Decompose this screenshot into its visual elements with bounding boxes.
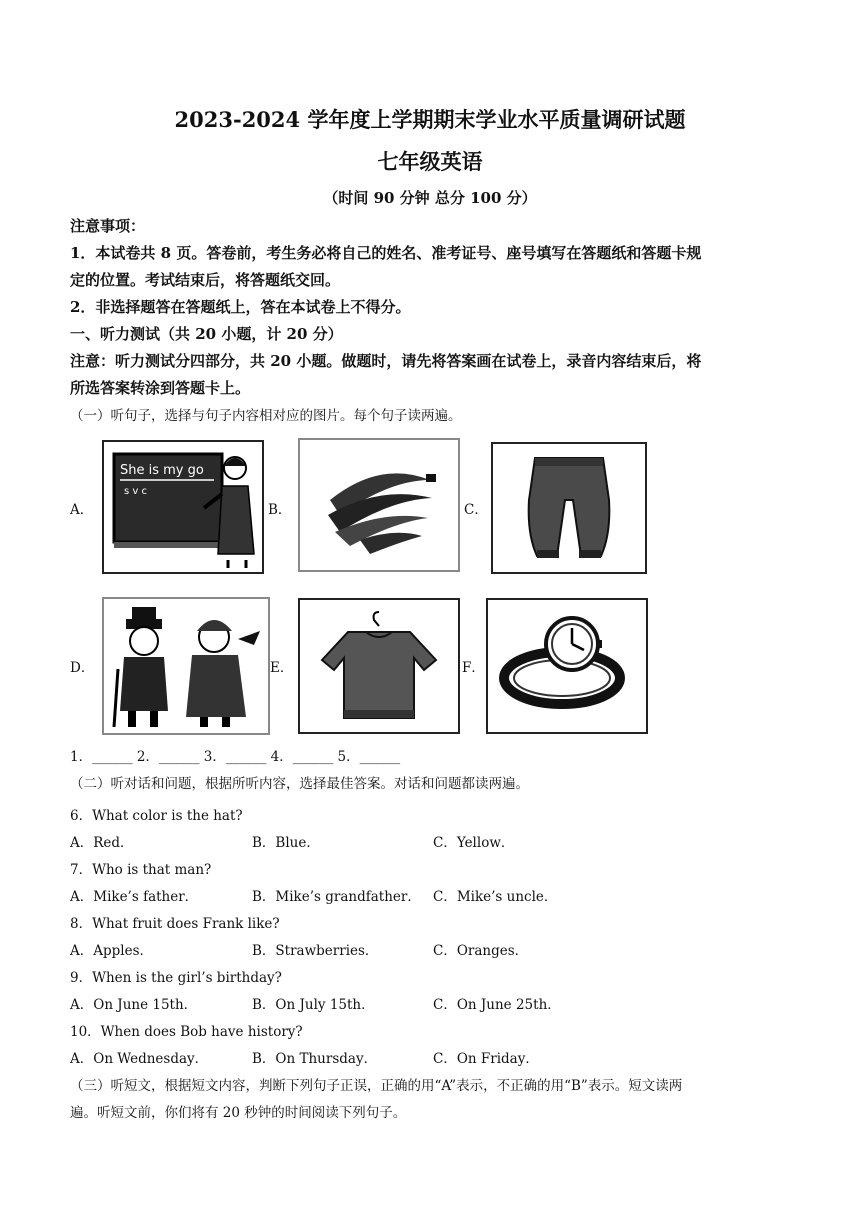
question-7: 7．Who is that man?: [70, 862, 212, 878]
picture-f-label: F．: [462, 660, 485, 676]
question-9-option-b: B．On July 15th．: [252, 997, 375, 1013]
picture-e-sweater: [298, 598, 460, 734]
question-9: 9．When is the girl’s birthday?: [70, 970, 282, 986]
watch-icon: [488, 600, 646, 732]
notice-item-2: 2．非选择题答在答题纸上，答在本试卷上不得分。: [70, 298, 411, 316]
pants-icon: [493, 444, 645, 572]
question-6-option-b: B．Blue．: [252, 835, 320, 851]
picture-e-label: E．: [270, 660, 294, 676]
question-8-option-c: C．Oranges．: [433, 943, 529, 959]
part-2-instruction: （二）听对话和问题，根据所听内容，选择最佳答案。对话和问题都读两遍。: [70, 776, 529, 792]
question-10-option-b: B．On Thursday．: [252, 1051, 378, 1067]
question-7-option-c: C．Mike’s uncle．: [433, 889, 558, 905]
question-6-option-a: A．Red．: [70, 835, 134, 851]
exam-subtitle: 七年级英语: [377, 149, 483, 174]
question-10: 10．When does Bob have history?: [70, 1024, 303, 1040]
section-1-note-line-1: 注意：听力测试分四部分，共 20 小题。做题时，请先将答案画在试卷上，录音内容结束后，将: [70, 352, 702, 370]
teacher-blackboard-icon: [104, 442, 262, 572]
part-3-instruction-line-1: （三）听短文，根据短文内容，判断下列句子正误，正确的用“A”表示，不正确的用“B”表示。短文读两: [70, 1078, 683, 1094]
section-1-heading: 一、听力测试（共 20 小题，计 20 分）: [70, 325, 343, 343]
question-9-option-a: A．On June 15th．: [70, 997, 198, 1013]
exam-title: 2023-2024 学年度上学期期末学业水平质量调研试题: [174, 107, 686, 132]
picture-d-grandparents: [102, 597, 270, 735]
answer-blanks: 1．______ 2．______ 3．______ 4．______ 5．______: [70, 749, 401, 765]
question-6-option-c: C．Yellow．: [433, 835, 515, 851]
picture-d-label: D．: [70, 660, 95, 676]
question-7-option-a: A．Mike’s father．: [70, 889, 199, 905]
bananas-icon: [300, 440, 458, 570]
part-1-instruction: （一）听句子，选择与句子内容相对应的图片。每个句子读两遍。: [70, 408, 462, 424]
question-8-option-a: A．Apples．: [70, 943, 154, 959]
board-subtext: s v c: [124, 486, 147, 497]
picture-a-label: A．: [70, 502, 94, 518]
time-note: （时间 90 分钟 总分 100 分）: [323, 189, 537, 207]
picture-f-watch: [486, 598, 648, 734]
question-10-option-a: A．On Wednesday．: [70, 1051, 209, 1067]
picture-b-bananas: [298, 438, 460, 572]
notice-item-1-line-2: 定的位置。考试结束后，将答题纸交回。: [70, 271, 341, 289]
notice-heading: 注意事项：: [70, 217, 146, 235]
question-6: 6．What color is the hat?: [70, 808, 243, 824]
picture-a-teacher: [102, 440, 264, 574]
question-8-option-b: B．Strawberries．: [252, 943, 379, 959]
question-10-option-c: C．On Friday．: [433, 1051, 539, 1067]
notice-item-1-line-1: 1．本试卷共 8 页。答卷前，考生务必将自己的姓名、准考证号、座号填写在答题纸和答题卡规: [70, 244, 702, 262]
question-8: 8．What fruit does Frank like?: [70, 916, 280, 932]
part-3-instruction-line-2: 遍。听短文前，你们将有 20 秒钟的时间阅读下列句子。: [70, 1105, 407, 1121]
question-9-option-c: C．On June 25th．: [433, 997, 561, 1013]
board-text: She is my go: [120, 463, 204, 478]
sweater-icon: [300, 600, 458, 732]
section-1-note-line-2: 所选答案转涂到答题卡上。: [70, 379, 251, 397]
grandparents-icon: [104, 599, 268, 733]
question-7-option-b: B．Mike’s grandfather．: [252, 889, 421, 905]
picture-b-label: B．: [268, 502, 292, 518]
picture-c-label: C．: [464, 502, 488, 518]
picture-c-pants: [491, 442, 647, 574]
